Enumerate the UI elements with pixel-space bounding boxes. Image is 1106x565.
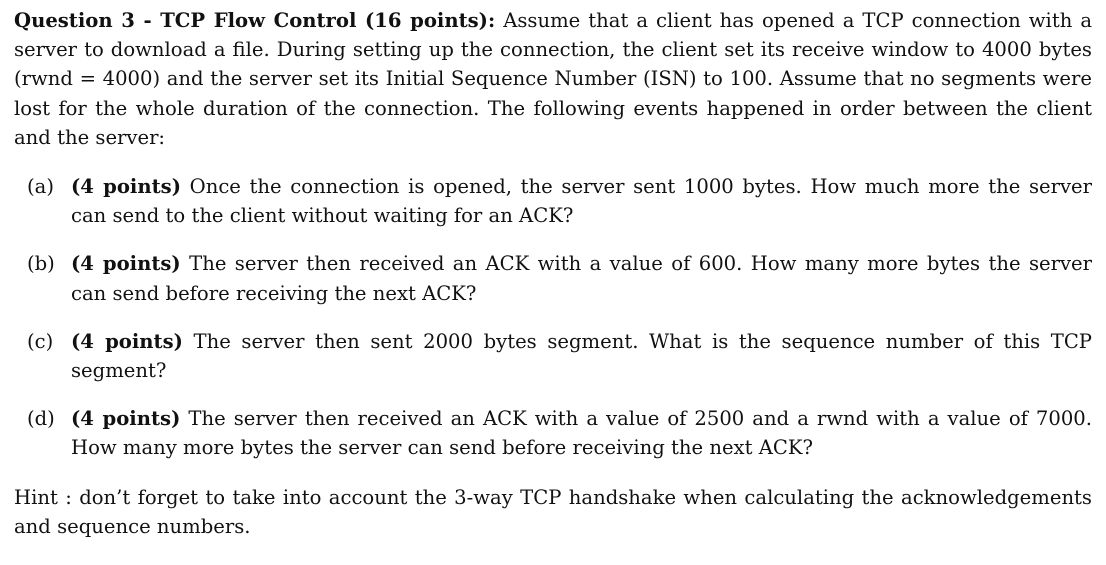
part-label: (a)	[27, 175, 54, 199]
part-points: (4 points)	[71, 329, 183, 353]
question-intro-text: Assume that a client has opened a TCP connection with a server to download a file. During setting up the connection, the client set its receive window to 4000 bytes (rwnd = 4000) and the server set its Initial Sequence Number (ISN) to 100. Assume that no segments were lost for the whole duration of the connection. The following events happened in order between the client and the server:	[14, 9, 1092, 149]
part-label: (c)	[27, 329, 54, 353]
question-part-c	[14, 327, 1092, 385]
hint-paragraph: Hint : don’t forget to take into account the 3-way TCP handshake when calculating the acknowledgements and sequence numbers.	[14, 485, 1092, 538]
part-text: Once the connection is opened, the server sent 1000 bytes. How much more the server can send to the client without waiting for an ACK?	[71, 175, 1092, 228]
part-points: (4 points)	[71, 175, 181, 199]
part-points: (4 points)	[71, 252, 181, 276]
part-label: (b)	[27, 252, 55, 276]
part-points: (4 points)	[71, 407, 181, 431]
part-text: The server then received an ACK with a value of 2500 and a rwnd with a value of 7000. How many more bytes the server can send before receiving the next ACK?	[71, 407, 1092, 460]
question-part-a	[14, 172, 1092, 230]
part-text: The server then sent 2000 bytes segment. What is the sequence number of this TCP segment?	[71, 329, 1092, 383]
part-label: (d)	[27, 407, 55, 431]
question-parts-list	[14, 172, 1092, 463]
part-text: The server then received an ACK with a value of 600. How many more bytes the server can send before receiving the next ACK?	[71, 252, 1092, 305]
question-title: Question 3 - TCP Flow Control (16 points):	[14, 9, 496, 32]
question-part-d	[14, 404, 1092, 462]
question-part-b	[14, 249, 1092, 307]
question-intro	[14, 6, 1092, 152]
